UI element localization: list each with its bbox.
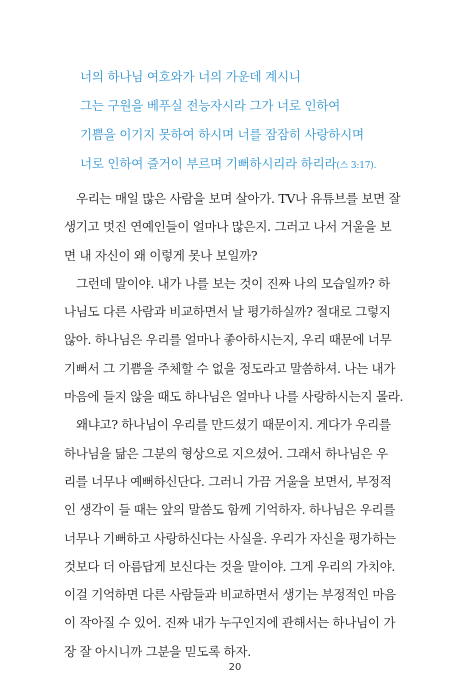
text-line: 너무나 기뻐하고 사랑하신다는 사실을. 우리가 자신을 평가하는 (64, 530, 396, 546)
verse-line-last (80, 149, 410, 181)
text-line: 그런데 말이야. 내가 나를 보는 것이 진짜 나의 모습일까? 하 (76, 275, 390, 291)
verse-reference: (스 3:17). (336, 161, 377, 171)
body-text (64, 185, 408, 666)
text-line: 하나님을 닮은 그분의 형상으로 지으셨어. 그래서 하나님은 우 (64, 445, 388, 461)
text-line: 것보다 더 아름답게 보신다는 것을 말이야. 그게 우리의 가치야. (64, 558, 396, 574)
text-line: 생기고 멋진 연예인들이 얼마나 많은지. 그러고 나서 거울을 보 (64, 219, 392, 235)
text-line: 기뻐서 그 기쁨을 주체할 수 없을 정도라고 말씀하셔. 나는 내가 (64, 360, 396, 376)
text-line: 리를 너무나 예뻐하신단다. 그러니 가끔 거울을 보면서, 부정적 (64, 473, 392, 489)
text-line: 면 내 자신이 왜 이렇게 못나 보일까? (64, 247, 258, 263)
text-line: 나님도 다른 사람과 비교하면서 날 평가하실까? 절대로 그렇지 (64, 304, 391, 320)
text-line: 왜냐고? 하나님이 우리를 만드셨기 때문이지. 게다가 우리를 (76, 417, 391, 433)
paragraph-2 (64, 270, 408, 411)
text-line: 장 잘 아시니까 그분을 믿도록 하자. (64, 643, 251, 659)
paragraph-1 (64, 185, 408, 270)
text-line: 인 생각이 들 때는 앞의 말씀도 함께 기억하자. 하나님은 우리를 (64, 502, 396, 518)
page-number: 20 (228, 662, 242, 673)
text-line: 이걸 기억하면 다른 사람들과 비교하면서 생기는 부정적인 마음 (64, 587, 396, 603)
text-line: 우리는 매일 많은 사람을 보며 살아가. TV나 유튜브를 보면 잘 (76, 191, 401, 206)
verse-line: 기쁨을 이기지 못하여 하시며 너를 잠잠히 사랑하시며 (80, 127, 364, 142)
verse-line-text: 너로 인하여 즐거이 부르며 기뻐하시리라 하리라 (80, 156, 337, 171)
scripture-quote (80, 62, 410, 181)
paragraph-3 (64, 411, 408, 666)
verse-line: 너의 하나님 여호와가 너의 가운데 계시니 (80, 69, 301, 84)
text-line: 않아. 하나님은 우리를 얼마나 좋아하시는지, 우리 때문에 너무 (64, 332, 392, 348)
verse-line: 그는 구원을 베푸실 전능자시라 그가 너로 인하여 (80, 98, 341, 113)
text-line: 마음에 들지 않을 때도 하나님은 얼마나 나를 사랑하시는지 몰라. (64, 389, 404, 405)
text-line: 이 작아질 수 있어. 진짜 내가 누구인지에 관해서는 하나님이 가 (64, 615, 396, 631)
